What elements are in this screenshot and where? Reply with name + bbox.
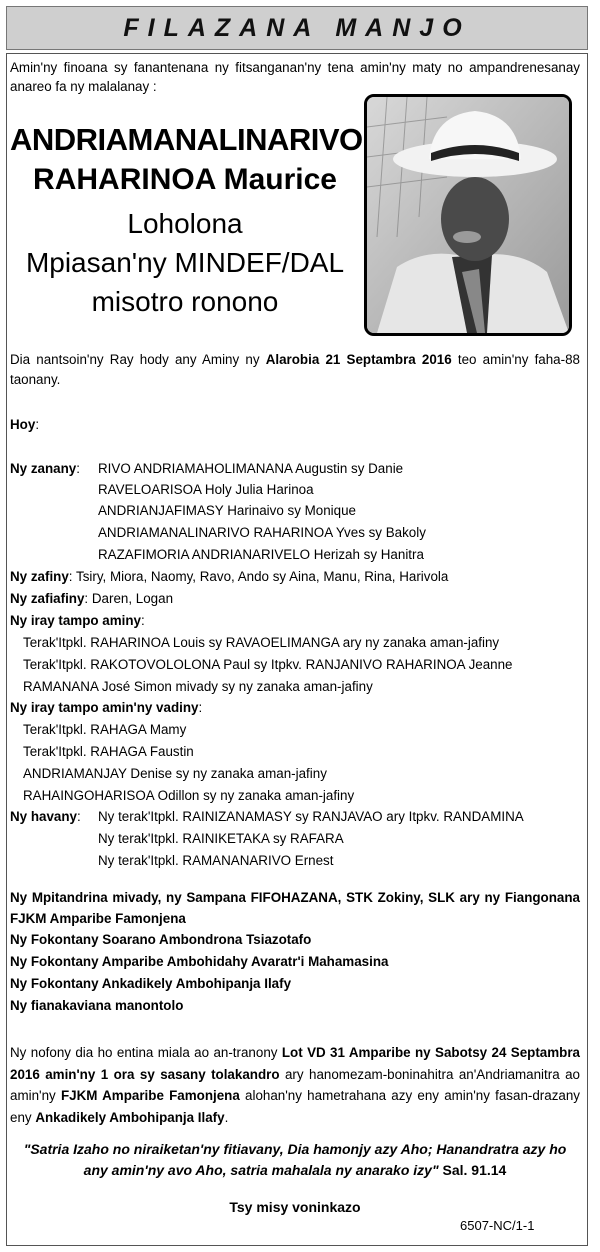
death-date: Alarobia 21 Septambra 2016: [265, 352, 452, 367]
zanany-label: Ny zanany:: [10, 461, 80, 476]
group-line: Ny fianakaviana manontolo: [10, 998, 184, 1013]
funeral-paragraph: Ny nofony dia ho entina miala ao an-tranony Lot VD 31 Amparibe ny Sabotsy 24 Septambra 2016 amin'ny 1 ora sy sasany tolakandro ary hanomezam-boninahitra an'Andriamanitra ao amin'ny FJKM Amparibe Famonjena alohan'ny hametrahana azy eny amin'ny fasan-drazany eny Ankadikely Ambohipanja Ilafy.: [10, 1045, 580, 1125]
group-line: Ny Fokontany Amparibe Ambohidahy Avaratr'i Mahamasina: [10, 954, 389, 969]
death-announcement: Dia nantsoin'ny Ray hody any Aminy ny Alarobia 21 Septambra 2016 teo amin'ny faha-88 taonany.: [10, 352, 580, 387]
tampo-item: Terak'Itpkl. RAHARINOA Louis sy RAVAOELIMANGA ary ny zanaka aman-jafiny: [23, 635, 500, 650]
zanany-item: ANDRIAMANALINARIVO RAHARINOA Yves sy Bakoly: [98, 525, 426, 540]
portrait-photo: [364, 94, 572, 336]
deceased-role-line2: Mpiasan'ny MINDEF/DAL: [25, 247, 345, 278]
group-line: Ny Fokontany Soarano Ambondrona Tsiazotafo: [10, 932, 312, 947]
notice-banner: [6, 6, 588, 50]
deceased-name-line1: ANDRIAMANALINARIVO: [10, 122, 363, 157]
tampo-vady-item: RAHAINGOHARISOA Odillon sy ny zanaka aman-jafiny: [23, 788, 355, 803]
group-line: Ny Mpitandrina mivady, ny Sampana FIFOHAZANA, STK Zokiny, SLK ary ny Fiangonana FJKM Amparibe Famonjena: [10, 890, 580, 926]
portrait-image: [367, 97, 569, 333]
quote-reference: Sal. 91.14: [442, 1162, 507, 1178]
havany-item: Ny terak'Itpkl. RAINIZANAMASY sy RANJAVAO ary Itpkv. RANDAMINA: [98, 809, 524, 824]
zafiafiny-line: Ny zafiafiny: Daren, Logan: [10, 591, 174, 606]
ad-reference: 6507-NC/1-1: [460, 1218, 535, 1233]
group-line: Ny Fokontany Ankadikely Ambohipanja Ilafy: [10, 976, 292, 991]
havany-label: Ny havany:: [10, 809, 81, 824]
havany-item: Ny terak'Itpkl. RAINIKETAKA sy RAFARA: [98, 831, 344, 846]
deceased-role-line3: misotro ronono: [91, 286, 279, 317]
bible-quote: [10, 1139, 580, 1181]
zanany-item: RAVELOARISOA Holy Julia Harinoa: [98, 482, 314, 497]
zanany-item: ANDRIANJAFIMASY Harinaivo sy Monique: [98, 503, 356, 518]
quote-text: "Satria Izaho no niraiketan'ny fitiavany, Dia hamonjy azy Aho; Hanandratra azy ho any amin'ny avo Aho, satria mahalala ny anarako izy": [23, 1141, 567, 1178]
intro-text: Amin'ny finoana sy fanantenana ny fitsanganan'ny tena amin'ny maty no ampandrenesanay anareo fa ny malalanay :: [10, 60, 580, 94]
hoy-label: Hoy:: [10, 417, 40, 432]
tampo-vady-item: Terak'Itpkl. RAHAGA Mamy: [23, 722, 187, 737]
tampo-vady-item: Terak'Itpkl. RAHAGA Faustin: [23, 744, 194, 759]
closing-note: Tsy misy voninkazo: [229, 1199, 361, 1215]
zafiny-line: Ny zafiny: Tsiry, Miora, Naomy, Ravo, Ando sy Aina, Manu, Rina, Harivola: [10, 569, 449, 584]
havany-item: Ny terak'Itpkl. RAMANANARIVO Ernest: [98, 853, 334, 868]
notice-title: FILAZANA MANJO: [123, 13, 471, 42]
tampo-vady-item: ANDRIAMANJAY Denise sy ny zanaka aman-jafiny: [23, 766, 327, 781]
zanany-item: RAZAFIMORIA ANDRIANARIVELO Herizah sy Hanitra: [98, 547, 424, 562]
zanany-item: RIVO ANDRIAMAHOLIMANANA Augustin sy Danie: [98, 461, 404, 476]
tampo-item: Terak'Itpkl. RAKOTOVOLOLONA Paul sy Itpkv. RANJANIVO RAHARINOA Jeanne: [23, 657, 513, 672]
tampo-item: RAMANANA José Simon mivady sy ny zanaka aman-jafiny: [23, 679, 373, 694]
tampo-vady-label: Ny iray tampo amin'ny vadiny:: [10, 700, 203, 715]
deceased-role-line1: Loholona: [127, 208, 243, 239]
tampo-label: Ny iray tampo aminy:: [10, 613, 145, 628]
deceased-name-line2: RAHARINOA Maurice: [33, 163, 337, 196]
